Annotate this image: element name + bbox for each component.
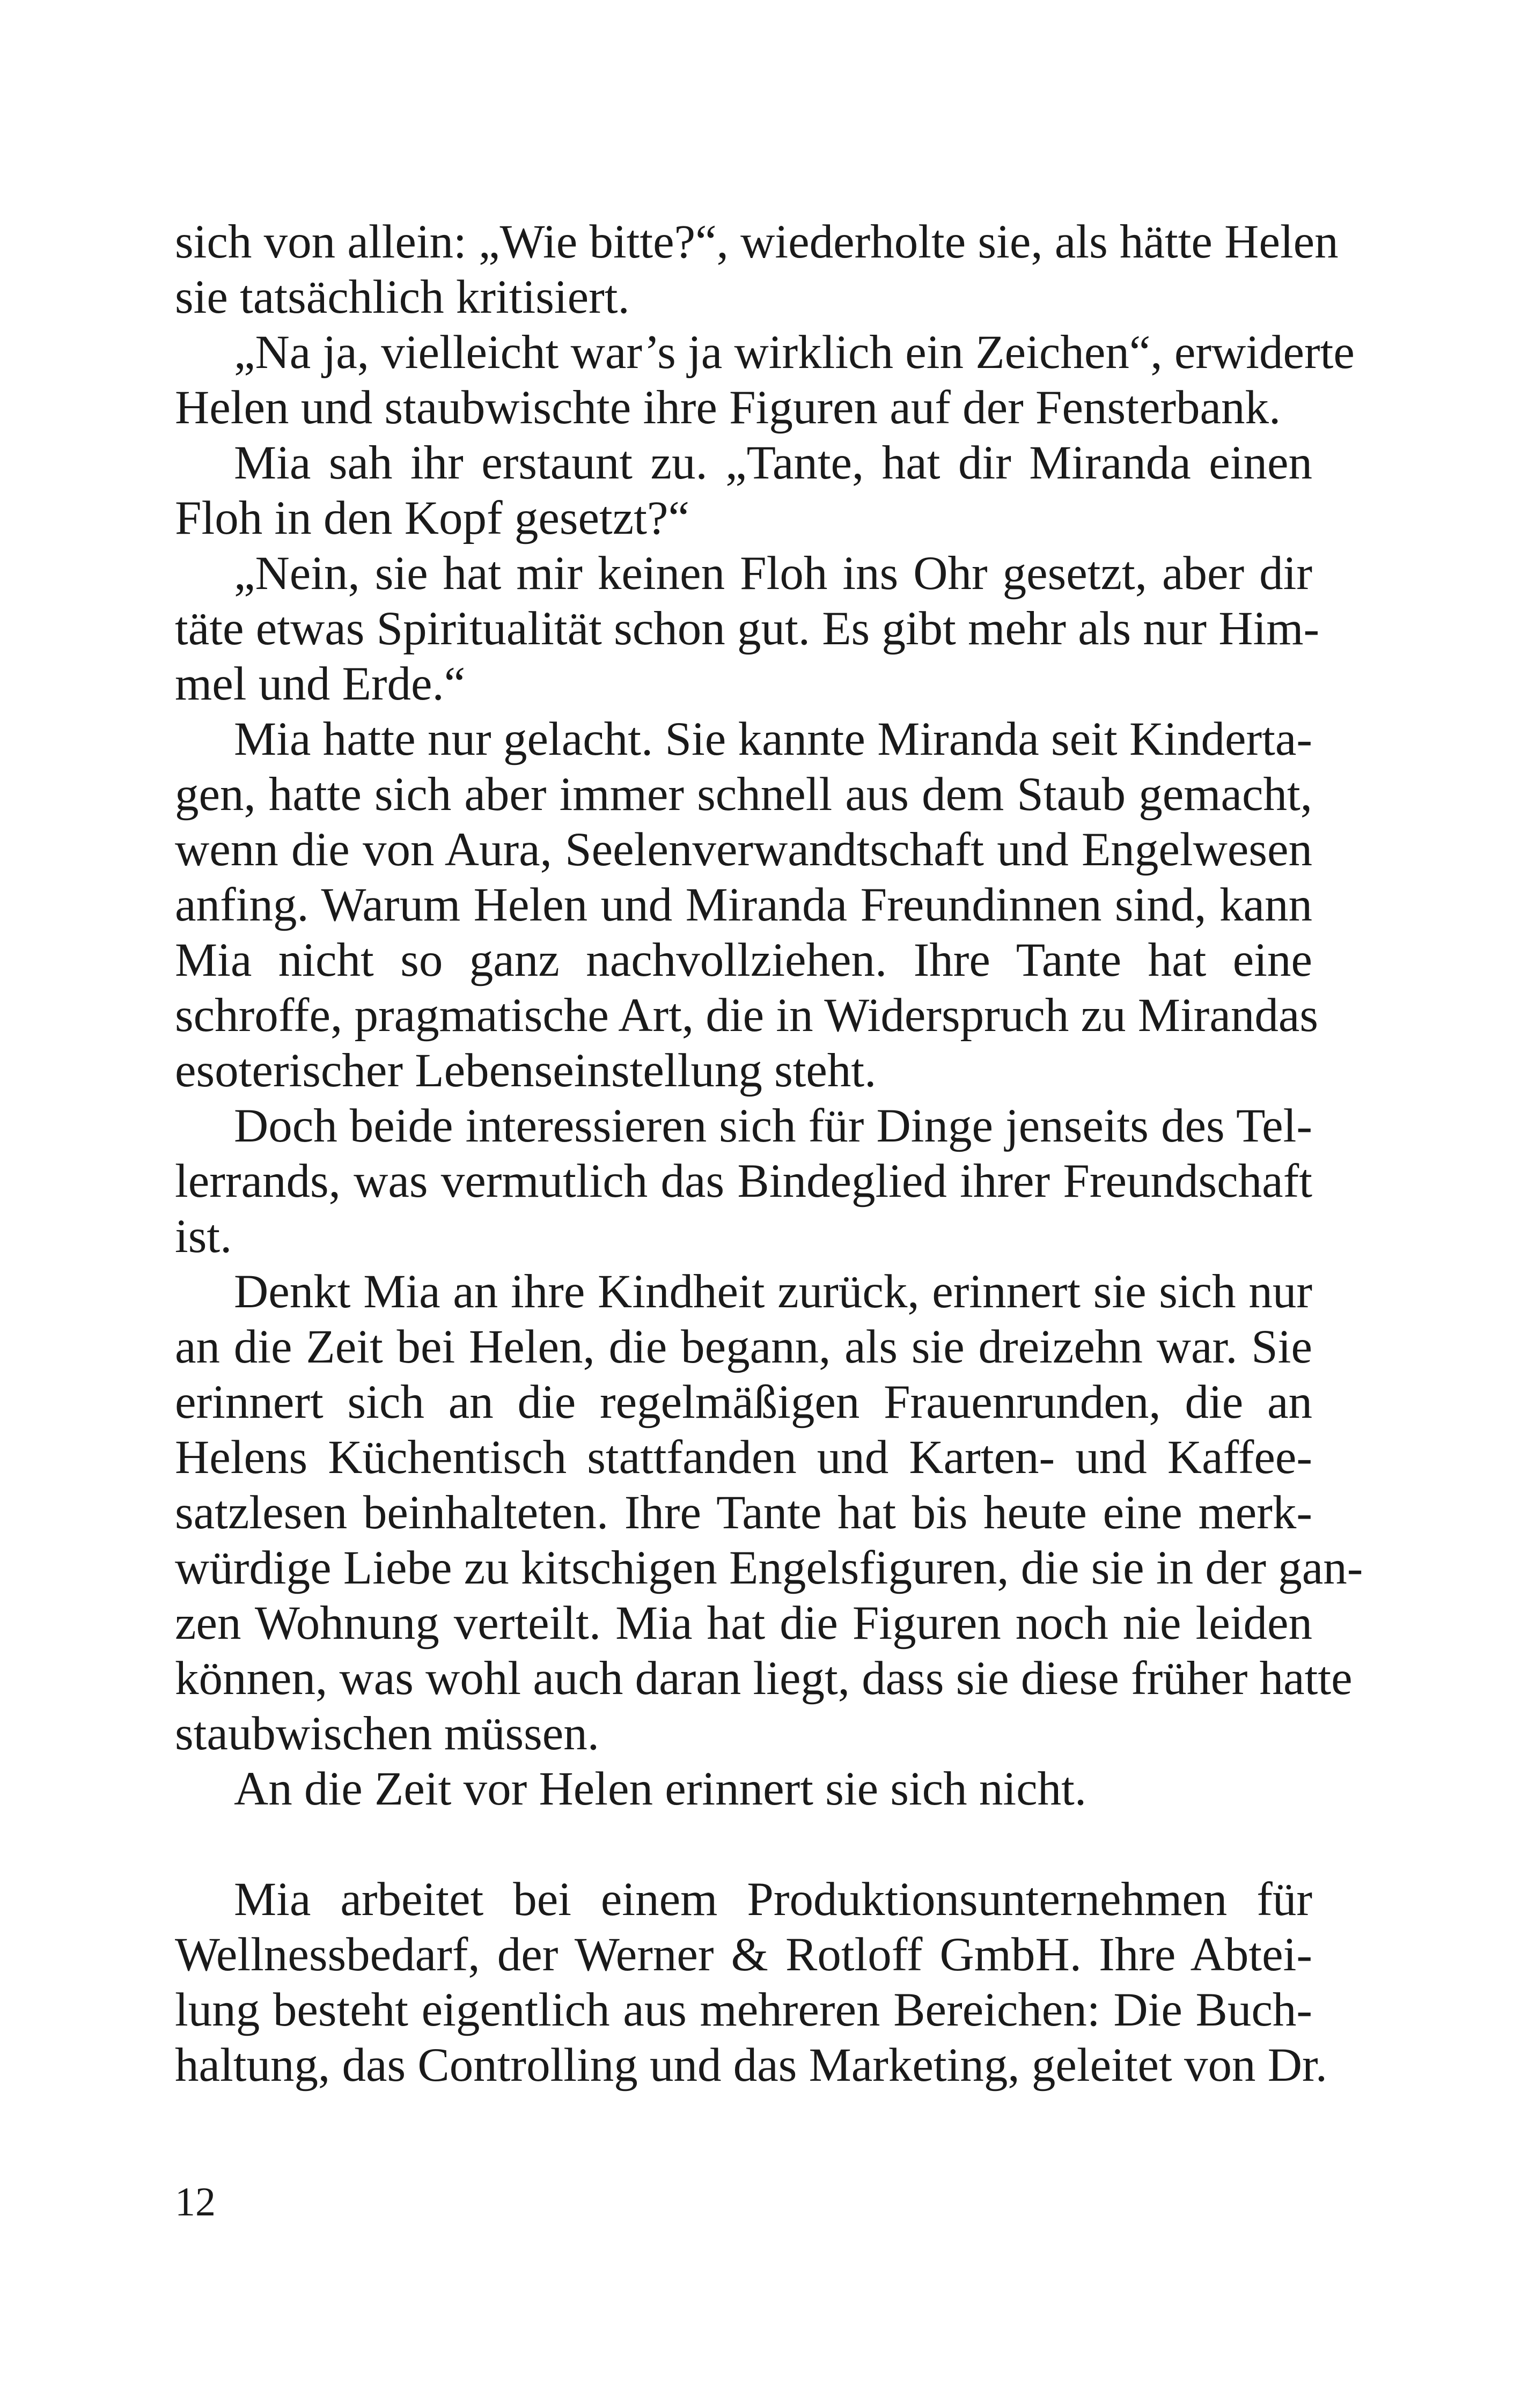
text-line: täte etwas Spiritualität schon gut. Es gibt mehr als nur Him- <box>175 602 1320 655</box>
text-line: würdige Liebe zu kitschigen Engelsfiguren, die sie in der gan- <box>175 1542 1363 1594</box>
text-line: haltung, das Controlling und das Marketing, geleitet von Dr. <box>175 2039 1328 2092</box>
paragraph <box>175 1762 1312 1817</box>
text-line: an die Zeit bei Helen, die begann, als sie dreizehn war. Sie <box>175 1321 1312 1373</box>
text-line: sie tatsächlich kritisiert. <box>175 271 630 323</box>
paragraph <box>175 436 1312 546</box>
text-line: Mia hatte nur gelacht. Sie kannte Miranda seit Kinderta- <box>234 713 1312 765</box>
text-line: lerrands, was vermutlich das Bindeglied ihrer Freundschaft <box>175 1155 1312 1207</box>
paragraph <box>175 325 1355 436</box>
text-line: Mia nicht so ganz nachvollziehen. Ihre Tante hat eine <box>175 934 1312 986</box>
text-line: schroffe, pragmatische Art, die in Widerspruch zu Mirandas <box>175 989 1318 1042</box>
text-line: Helen und staubwischte ihre Figuren auf der Fensterbank. <box>175 381 1281 434</box>
section-break <box>175 1817 1312 1872</box>
text-line: Mia arbeitet bei einem Produktionsunternehmen für <box>234 1873 1312 1926</box>
paragraph <box>175 1264 1363 1762</box>
text-line: staubwischen müssen. <box>175 1707 600 1760</box>
text-line: An die Zeit vor Helen erinnert sie sich nicht. <box>234 1763 1087 1815</box>
text-line: Helens Küchentisch stattfanden und Karten- und Kaffee- <box>175 1431 1312 1484</box>
text-line: Wellnessbedarf, der Werner & Rotloff GmbH. Ihre Abtei- <box>175 1928 1312 1981</box>
text-line: Mia sah ihr erstaunt zu. „Tante, hat dir Miranda einen <box>234 437 1312 489</box>
paragraph <box>175 546 1320 712</box>
text-line: ist. <box>175 1210 232 1263</box>
text-line: können, was wohl auch daran liegt, dass sie diese früher hatte <box>175 1652 1353 1705</box>
paragraph <box>175 215 1339 325</box>
text-line: Doch beide interessieren sich für Dinge jenseits des Tel- <box>234 1100 1312 1152</box>
paragraph <box>175 1872 1328 2093</box>
paragraph <box>175 1099 1312 1264</box>
text-line: mel und Erde.“ <box>175 658 466 710</box>
text-line: erinnert sich an die regelmäßigen Frauenrunden, die an <box>175 1376 1312 1428</box>
text-line: gen, hatte sich aber immer schnell aus dem Staub gemacht, <box>175 768 1312 821</box>
text-line: „Na ja, vielleicht war’s ja wirklich ein Zeichen“, erwiderte <box>234 326 1355 379</box>
text-line: Denkt Mia an ihre Kindheit zurück, erinnert sie sich nur <box>234 1265 1312 1318</box>
text-line: wenn die von Aura, Seelenverwandtschaft und Engelwesen <box>175 823 1312 876</box>
text-line: Floh in den Kopf gesetzt?“ <box>175 492 689 544</box>
text-line: sich von allein: „Wie bitte?“, wiederholte sie, als hätte Helen <box>175 216 1339 268</box>
text-line: anfing. Warum Helen und Miranda Freundinnen sind, kann <box>175 879 1312 931</box>
text-line: „Nein, sie hat mir keinen Floh ins Ohr gesetzt, aber dir <box>234 547 1312 600</box>
text-line: lung besteht eigentlich aus mehreren Bereichen: Die Buch- <box>175 1984 1312 2036</box>
page-number: 12 <box>175 2179 216 2225</box>
text-line: zen Wohnung verteilt. Mia hat die Figuren noch nie leiden <box>175 1597 1312 1649</box>
paragraph <box>175 712 1318 1099</box>
text-line: satzlesen beinhalteten. Ihre Tante hat bis heute eine merk- <box>175 1486 1312 1539</box>
body-text <box>175 215 1363 2093</box>
text-line: esoterischer Lebenseinstellung steht. <box>175 1044 877 1097</box>
